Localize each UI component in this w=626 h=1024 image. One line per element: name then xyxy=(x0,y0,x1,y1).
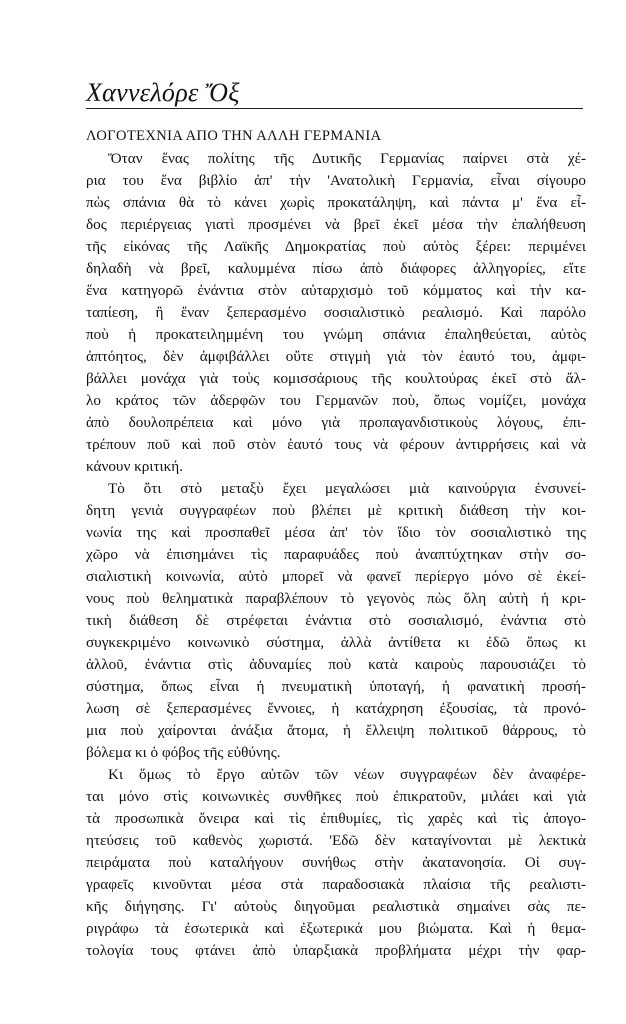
text-line: δητη γενιὰ συγγραφέων ποὺ βλέπει μὲ κριτικὴ διάθεση τὴν κοι- xyxy=(86,502,586,519)
text-line: τὰ προσωπικὰ ὄνειρα καὶ τὶς ἐπιθυμίες, τὶς χαρὲς καὶ τὶς ἀπογο- xyxy=(86,810,586,827)
text-line: σιαλιστικὴ κοινωνία, αὐτὸ μπορεῖ νὰ φανεῖ περίεργο μόνο σὲ ἐκεί- xyxy=(86,568,586,585)
text-line: πειράματα ποὺ καταλήγουν συνήθως στὴν ἀκατανοησία. Οἱ συγ- xyxy=(86,854,586,871)
text-line: Τὸ ὅτι στὸ μεταξὺ ἔχει μεγαλώσει μιὰ καινούργια ἐνσυνεί- xyxy=(108,480,586,497)
text-line: γραφεῖς κινοῦνται μέσα στὰ παραδοσιακὰ πλαίσια τῆς ρεαλιστι- xyxy=(86,876,586,893)
text-line: νους ποὺ θεληματικὰ παραβλέπουν τὸ γεγονὸς πὼς ὅλη αὐτὴ ἡ κρι- xyxy=(86,590,586,607)
text-line: ριγράφω τὰ ἐσωτερικὰ καὶ ἐξωτερικά μου βιώματα. Καὶ ἡ θεμα- xyxy=(86,920,586,937)
text-line: βάλλει μονάχα γιὰ τοὺς κομισσάριους τῆς κουλτούρας ἐκεῖ στὸ ἄλ- xyxy=(86,370,586,387)
text-line: νωνία της καὶ προσπαθεῖ μέσα ἀπ' τὸν ἴδιο τὸν σοσιαλιστικὸ της xyxy=(86,524,586,541)
text-line: ἀπτόητος, δὲν ἀμφιβάλλει οὔτε στιγμὴ γιὰ τὸν ἑαυτό του, ἀμφι- xyxy=(86,348,586,365)
text-line: ται μόνο στὶς κοινωνικὲς συνθῆκες ποὺ ἐπικρατοῦν, μιλάει καὶ γιὰ xyxy=(86,788,586,805)
text-line: κῆς διήγησης. Γι' αὐτοὺς διηγοῦμαι ρεαλιστικὰ σημαίνει σὰς πε- xyxy=(86,898,586,915)
text-line: πὼς σπάνια θὰ τὸ κάνει χωρὶς προκατάληψη, καὶ πάντα μ' ἕνα εἶ- xyxy=(86,194,586,211)
text-line: ἀλλοῦ, ἐνάντια στὶς ἀδυναμίες ποὺ κατὰ καιροὺς παρουσιάζει τὸ xyxy=(86,656,586,673)
running-head-author: Χαννελόρε Ὄξ xyxy=(86,78,240,107)
text-line: τῆς εἰκόνας τῆς Λαϊκῆς Δημοκρατίας ποὺ αὐτὸς ξέρει: περιμένει xyxy=(86,238,586,255)
text-line: λο κράτος τῶν ἀδερφῶν του Γερμανῶν ποὺ, ὅπως νομίζει, μονάχα xyxy=(86,392,586,409)
text-line: δηλαδὴ νὰ βρεῖ, καλυμμένα πίσω ἀπὸ διάφορες ἀλληγορίες, εἴτε xyxy=(86,260,586,277)
text-line: λωση σὲ ξεπερασμένες ἔννοιες, ἡ κατάχρηση ἐξουσίας, τὰ προνό- xyxy=(86,700,586,717)
text-line: τρέπουν ποῦ καὶ ποῦ στὸν ἑαυτό τους νὰ φέρουν ἀντιρρήσεις καὶ νὰ xyxy=(86,436,586,453)
text-line: ποὺ ἡ προκατειλημμένη του γνώμη σπάνια ἐπαληθεύεται, αὐτὸς xyxy=(86,326,586,343)
text-line: ἕνα κατηγορῶ ἐνάντια στὸν αὐταρχισμὸ τοῦ κόμματος καὶ τὴν κα- xyxy=(86,282,586,299)
text-line: Ὅταν ἕνας πολίτης τῆς Δυτικῆς Γερμανίας παίρνει στὰ χέ- xyxy=(108,150,586,167)
text-line: ταπίεση, ἢ ἕναν ξεπερασμένο σοσιαλιστικὸ ρεαλισμό. Καὶ παρόλο xyxy=(86,304,586,321)
text-line: βόλεμα κι ὁ φόβος τῆς εὐθύνης. xyxy=(86,744,281,761)
text-line: τολογία τους φτάνει ἀπὸ ὑπαρξιακὰ προβλήματα μέχρι τὴν φαρ- xyxy=(86,942,586,959)
text-line: ρια του ἕνα βιβλίο ἀπ' τὴν 'Ανατολικὴ Γερμανία, εἶναι σίγουρο xyxy=(86,172,586,189)
section-title: ΛΟΓΟΤΕΧΝΙΑ ΑΠΟ ΤΗΝ ΑΛΛΗ ΓΕΡΜΑΝΙΑ xyxy=(86,128,382,144)
text-line: κάνουν κριτική. xyxy=(86,458,184,475)
text-line: συγκεκριμένο κοινωνικὸ σύστημα, ἀλλὰ ἀντίθετα κι ἐδῶ ὅπως κι xyxy=(86,634,586,651)
text-line: ἀπὸ δουλοπρέπεια καὶ μόνο γιὰ προπαγανδιστικοὺς λόγους, ἐπι- xyxy=(86,414,586,431)
text-line: Κι ὅμως τὸ ἔργο αὐτῶν τῶν νέων συγγραφέων δὲν ἀναφέρε- xyxy=(108,766,586,783)
text-line: χῶρο νὰ ἐπισημάνει τὶς παραφυάδες ποὺ ἀναπτύχτηκαν στὴν σο- xyxy=(86,546,586,563)
text-line: σύστημα, ὅπως εἶναι ἡ πνευματικὴ ὑποταγή, ἡ φανατικὴ προσή- xyxy=(86,678,586,695)
text-line: δος περιέργειας γιατὶ προσμένει νὰ βρεῖ ἐκεῖ μέσα τὴν ἐπαλήθευση xyxy=(86,216,586,233)
text-line: ητεύσεις τοῦ καθενὸς χωριστά. 'Εδῶ δὲν καταγίνονται μὲ λεκτικὰ xyxy=(86,832,586,849)
text-line: μια ποὺ χαίρονται ἀνάξια ἄτομα, ἡ ἔλλειψη πολιτικοῦ θάρρους, τὸ xyxy=(86,722,586,739)
header-rule xyxy=(86,108,583,109)
body-text xyxy=(86,148,586,962)
text-line: τικὴ διάθεση δὲ στρέφεται ἐνάντια στὸ σοσιαλισμό, ἐνάντια στὸ xyxy=(86,612,586,629)
